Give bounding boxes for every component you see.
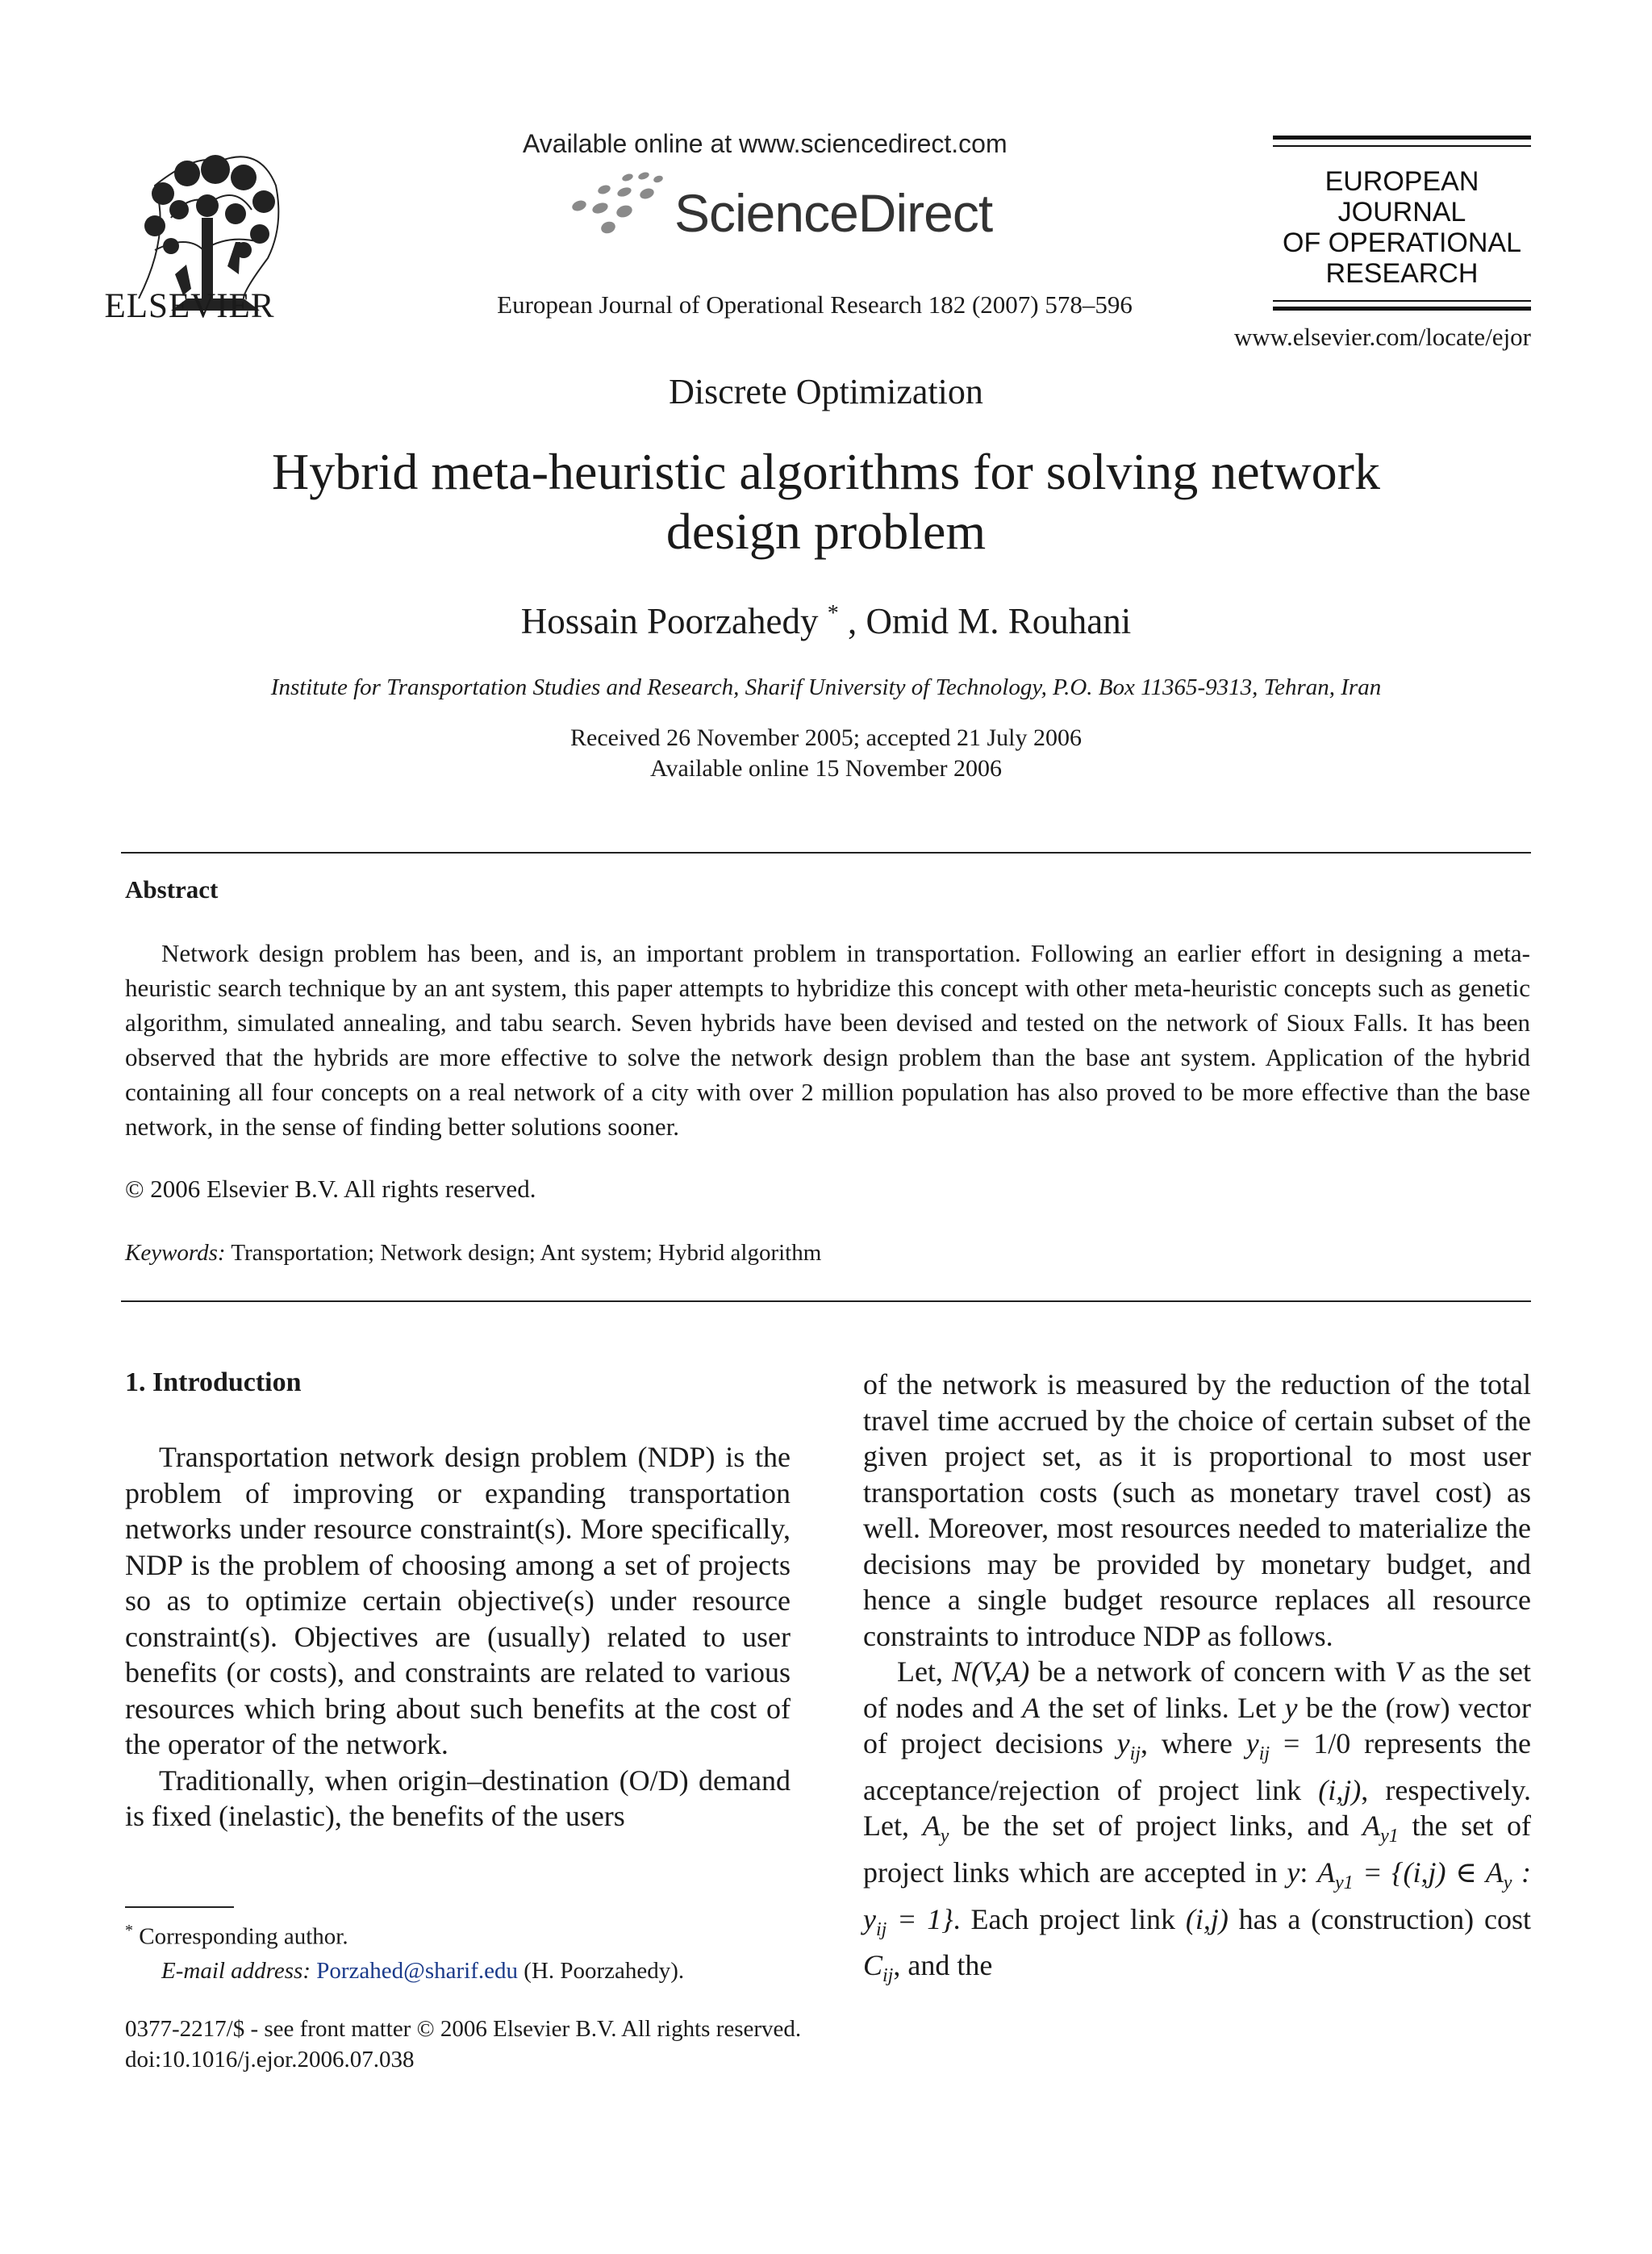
text: : [1299,1855,1317,1889]
corresponding-author-mark[interactable]: * [827,601,839,626]
math: (i,j) [1185,1902,1229,1935]
body-column-right [863,1367,1531,1994]
journal-rule-top-thick [1273,136,1531,140]
section-label: Discrete Optimization [669,372,983,411]
journal-url-link[interactable]: www.elsevier.com/locate/ejor [1233,323,1531,351]
text: be the set of project links, and [949,1809,1363,1843]
footnote-mark: * [125,1922,133,1939]
math: y [1245,1727,1259,1759]
sciencedirect-dots-logo [568,169,669,238]
text: has a (construction) cost [1228,1902,1531,1935]
affiliation: Institute for Transportation Studies and Research, Sharif University of Technology, P.O. Box 11365-9313, Tehran, Iran [270,674,1382,700]
email-owner: (H. Poorzahedy). [524,1957,685,1984]
body-column-left [125,1439,791,1835]
body-paragraph-math [863,1654,1531,1994]
footnote-text: Corresponding author. [139,1923,348,1950]
abstract-text: Network design problem has been, and is, an important problem in transportation. Following an earlier effort in designing a meta-heuristic search technique by an ant system, this paper attempts to hybridize this concept with other meta-heuristic concepts such as genetic algorithm, simulated annealing, and tabu search. Seven hybrids have been devised and tested on the network of Sioux Falls. It has been observed that the hybrids are more effective to solve the network design problem than the base ant system. Application of the hybrid containing all four concepts on a real network of a city with over 2 million population has also proved to be more effective than the base network, in the sense of finding better solutions sooner. [125,939,1530,1141]
section-heading-introduction: 1. Introduction [125,1367,302,1397]
footnote-rule [125,1906,234,1908]
text: = 1/0 represents the acceptance/rejection of project link [863,1727,1531,1806]
math: y [1116,1727,1130,1759]
math: y1 [1380,1826,1399,1847]
math: : y [863,1855,1531,1935]
journal-rule-top-thin [1273,145,1531,147]
received-date: Received 26 November 2005; accepted 21 July 2006 [570,724,1082,751]
divider [121,1300,1531,1302]
math: y [1287,1855,1300,1889]
journal-title-line: EUROPEAN [1325,166,1479,197]
paper-title [161,442,1491,561]
text: Let, [897,1655,952,1688]
abstract-heading: Abstract [125,875,219,904]
math: y [1503,1872,1512,1894]
title-line: design problem [665,503,987,560]
journal-title-line: JOURNAL [1337,197,1466,227]
math: ij [882,1965,894,1987]
journal-citation: European Journal of Operational Research 182 (2007) 578–596 [497,290,1133,319]
issn-line: 0377-2217/$ - see front matter © 2006 Elsevier B.V. All rights reserved. [125,2016,802,2042]
math: A [1362,1809,1381,1843]
body-paragraph: Transportation network design problem (NDP) is the problem of improving or expanding transportation networks under resource constraint(s). More specifically, NDP is the problem of choosing among a set of projects so as to optimize certain objective(s) under resource constraint(s). Objectives are (usually) related to user benefits (or costs), and constraints are related to various resources which bring about such benefits at the cost of the operator of the network. [125,1441,791,1760]
doi-line[interactable]: doi:10.1016/j.ejor.2006.07.038 [125,2047,415,2072]
online-date: Available online 15 November 2006 [650,755,1002,782]
math: N(V,A) [951,1655,1030,1688]
journal-title-line: RESEARCH [1325,258,1479,289]
email-label: E-mail address: [161,1957,311,1984]
keywords-list: Transportation; Network design; Ant system; Hybrid algorithm [231,1240,822,1266]
author-name: Hossain Poorzahedy [520,601,819,641]
text: be a network of concern with [1029,1655,1395,1688]
text: as the set of nodes and [863,1655,1531,1724]
keywords [125,1240,821,1267]
journal-title-block [1273,166,1531,289]
divider [121,852,1531,854]
author-list [0,600,1652,642]
text: , where [1141,1727,1246,1759]
math: y [940,1826,949,1847]
math: A [922,1809,941,1843]
math: (i,j) [1318,1773,1362,1806]
sciencedirect-wordmark: ScienceDirect [674,183,993,243]
text: , respectively. Let, [863,1773,1531,1843]
author-name: , Omid M. Rouhani [847,601,1132,641]
keywords-label: Keywords: [125,1240,226,1266]
math: V [1395,1655,1413,1688]
math: A [1022,1691,1041,1724]
math: y1 [1335,1872,1354,1894]
text: the set of project links which are accepted in [863,1809,1531,1889]
math: = 1} [886,1902,953,1935]
text: be the (row) vector of project decisions [863,1691,1531,1759]
math: ij [1258,1743,1270,1765]
journal-rule-bottom-thick [1273,307,1531,311]
body-paragraph: Traditionally, when origin–destination (O/D) demand is fixed (inelastic), the benefits of the users [125,1764,791,1832]
math: A [1317,1855,1335,1889]
body-paragraph: of the network is measured by the reduction of the total travel time accrued by the choice of certain subset of the given project set, as it is proportional to most user transportation costs (such as monetary travel cost) as well. Moreover, most resources needed to materialize the decisions may be provided by monetary budget, and hence a single budget resource replaces all resource constraints to introduce NDP as follows. [863,1368,1531,1652]
math: C [863,1949,883,1982]
text: , and the [893,1949,993,1982]
math: ij [875,1918,887,1940]
text: the set of links. Let [1040,1691,1285,1724]
math: ij [1129,1743,1141,1765]
page-footer [125,2014,801,2075]
text: . Each project link [953,1902,1186,1935]
abstract-copyright: © 2006 Elsevier B.V. All rights reserved. [125,1175,536,1203]
journal-title-line: OF OPERATIONAL [1283,227,1521,258]
article-dates [0,723,1652,784]
publisher-name: ELSEVIER [104,287,275,325]
email-link[interactable]: Porzahed@sharif.edu [316,1957,519,1984]
footnote [125,1914,684,1988]
math: y [1284,1691,1298,1724]
journal-rule-bottom-thin [1273,300,1531,302]
available-online-text: Available online at www.sciencedirect.com [523,129,1007,158]
math: = {(i,j) ∈ A [1353,1855,1504,1889]
title-line: Hybrid meta-heuristic algorithms for solving network [272,443,1380,500]
